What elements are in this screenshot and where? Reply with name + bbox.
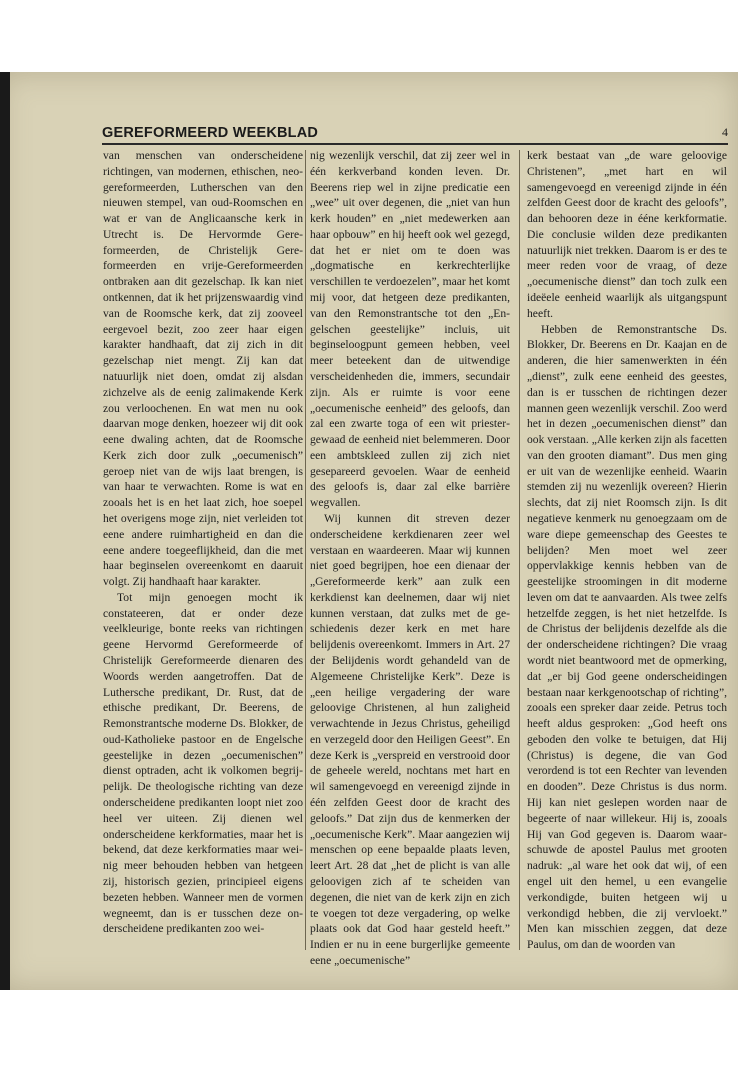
text-column-3 — [527, 148, 727, 951]
publication-title: GEREFORMEERD WEEKBLAD — [102, 125, 319, 141]
column-divider — [305, 150, 306, 950]
paragraph: kerk bestaat van „de ware geloovige Christenen”, „met hart en wil samengevoegd en vereenigd zijnde in één zelfden Geest door de kracht des geloofs”, dan behooren deze in ééne kerkformatie. Die conclusie wilden deze predikanten natuurlijk niet trekken. Daarom is er des te meer reden voor de vraag, of deze „oecumenische dienst” dan toch zulk een ideëele eenheid waarlijk als uitgangspunt heeft. — [527, 149, 727, 320]
header-rule — [102, 143, 728, 145]
page-header — [102, 125, 728, 145]
paragraph: nig wezenlijk verschil, dat zij zeer wel in één kerkverband konden leven. Dr. Beerens riep wel in zijne predicatie een „wee” uit over degenen, die „niet van hun kerk houden” en „niet medewerken aan haar opbouw” en hij heeft ook wel gezegd, dat het er niet om te doen was „dogmatische en kerkrechterlijke verschillen te verdoezelen”, maar het komt mij voor, dat hetgeen deze predikanten, van den Remonstrantsche tot den „Engelschen geestelijke” incluis, uit beginseloogpunt gemeen hebben, veel meer beteekent dan de uitwendige verscheidenheden die, immers, secundair zijn. Als er ruimte is voor eene „oecumenische eenheid” des geloofs, dan zal een zwarte toga of een wit priestergewaad de eenheid niet belemmeren. Door een ambtskleed zullen zij zich niet gesepareerd gevoelen. Waar de eenheid des geloofs is, daar zal elke barrière wegvallen. — [310, 149, 510, 510]
scan-border — [0, 72, 10, 990]
page-number: 4 — [722, 125, 728, 139]
paragraph: Tot mijn genoegen mocht ik constateeren, dat er onder deze veelkleurige, bonte reeks van richtingen geene Hervormd Gereformeerde of Christelijk Gereformeerde dienaren des Woords werden aangetroffen. Dat de Luthersche predikant, Dr. Rust, dat de ethische predikant, Dr. Beerens, de Remonstrantsche moderne Ds. Blokker, de oud-Katholieke pastoor en de Engelsche geestelijke in dezen „oecumenischen” dienst optraden, acht ik volkomen begrijpelijk. De theologische richting van deze onderscheidene predikanten loopt niet zoo heel ver uiteen. Zij dienen wel onderscheidene kerkformaties, maar het is bekend, dat deze kerkformaties maar weinig meer behouden hebben van hetgeen zij, historisch gezien, principieel eigens bezeten hebben. Wanneer men de vormen wegneemt, dan is er tusschen deze onderscheidene predikanten zoo wei- — [103, 590, 303, 936]
column-divider — [519, 150, 520, 950]
text-column-2 — [310, 148, 510, 967]
paragraph: Wij kunnen dit streven dezer onderscheidene kerkdienaren zeer wel verstaan en waardeeren. Maar wij kunnen niet goed begrijpen, hoe een dienaar der „Gereformeerde kerk” aan zulk een kerkdienst kan deelnemen, daar wij niet kunnen verstaan, dat zulks met de geschiedenis dezer kerk en met hare belijdenis overeenkomt. Immers in Art. 27 der Belijdenis wordt gehandeld van de Algemeene Christelijke Kerk”. Deze is „een heilige vergadering der ware geloovige Christenen, al hun zaligheid verwachtende in Jezus Christus, geheiligd en verzegeld door den Heiligen Geest”. En deze Kerk is „verspreid en verstrooid door de geheele wereld, nochtans met hart en wil samengevoegd en vereenigd zijnde in één zelfden Geest door de kracht des geloofs.” Dat zijn dus de kenmerken der „oecumenische Kerk”. Maar aangezien wij menschen op eene bepaalde plaats leven, leert Art. 28 dat „het de plicht is van alle geloovigen zich af te scheiden van degenen, die niet van de kerk zijn en zich te voegen tot deze vergadering, op welke plaats ook dat God haar gesteld heeft.” Indien er nu in eene burgerlijke gemeente eene „oecumenische” — [310, 511, 510, 967]
paragraph: Hebben de Remonstrantsche Ds. Blokker, Dr. Beerens en Dr. Kaajan en de anderen, die hier samenwerkten in één „dienst”, zulk eene eenheid des geestes, dan is er tusschen de richtingen dezer mannen geen wezenlijk verschil. Zoo werd het in dezen „oecumenischen dienst” dan ook verstaan. „Alle kerken zijn als facetten van den grooten diamant”. Dus men ging er uit van de wezenlijke eenheid. Waarin stemden zij nu wezenlijk overeen? Hierin slechts, dat zij niet Roomsch zijn. Is dit negatieve kenmerk nu genoegzaam om de ware diepe gemeenschap des Geestes te belijden? Men moet wel zeer oppervlakkige kennis hebben van de geestelijke stroomingen in dit moderne leven om dat te aanvaarden. Als twee zelfs hetzelfde zeggen, is het niet hetzelfde. Is de Christus der belijdenis dezelfde als die der onderscheidene richtingen? Die vraag wordt niet beantwoord met de opmerking, dat „er bij God geene onderscheidingen bestaan naar kerkgenootschap of richting”, zooals een spreker daar zeide. Petrus toch heeft aldus gesproken: „God heeft ons geboden den volke te betuigen, dat Hij (Christus) is degene, die van God verordend is tot een Rechter van levenden en dooden”. Deze Christus is dus norm. Hij kan niet geslepen worden naar de begeerte of naar willekeur. Hij is, zooals Hij van God gegeven is. Daarom waarschuwde de apostel Paulus met grooten nadruk: „al ware het ook dat wij, of een engel uit den hemel, u een evangelie verkondigde, buiten hetgeen wij u verkondigd hebben, die zij vervloekt.” Men kan misschien zeggen, dat deze Paulus, om dan de woorden van — [527, 322, 727, 952]
text-column-1 — [103, 148, 303, 951]
paragraph: van menschen van onderscheidene richtingen, van modernen, ethischen, neo-gereformeerden, Lutherschen van den nieuwen stempel, van oud-Roomschen en wat er van de Anglicaansche kerk in Utrecht is. De Hervormde Gereformeerden, de Christelijk Gereformeerden en vrije-Gereformeerden ontbraken aan dit gezelschap. Ik kan niet ontkennen, dat ik het prijzenswaardig vind van de Roomsche kerk, dat zij zooveel eergevoel bezit, zoo zeer haar eigen karakter handhaaft, dat zij zich in dit gezelschap niet mengt. Zij kan dat natuurlijk niet doen, omdat zij alsdan zichzelve als de eenig zalimakende Kerk zou verloochenen. En wat men nu ook daarvan moge denken, hoezeer wij dit ook eene dwaling achten, dat de Roomsche Kerk zich door zulk „oecumenisch” geroep niet van de wijs laat brengen, is van haar te verwachten. Rome is wat en zooals het is en het laat zich, hoe soepel het overigens moge zijn, niet verleiden tot eene andere ruimhartigheid en dan die eene andere toegeeflijkheid, dan die met haar beginselen overeenkomt en daaruit volgt. Zij handhaaft haar karakter. — [103, 149, 303, 589]
